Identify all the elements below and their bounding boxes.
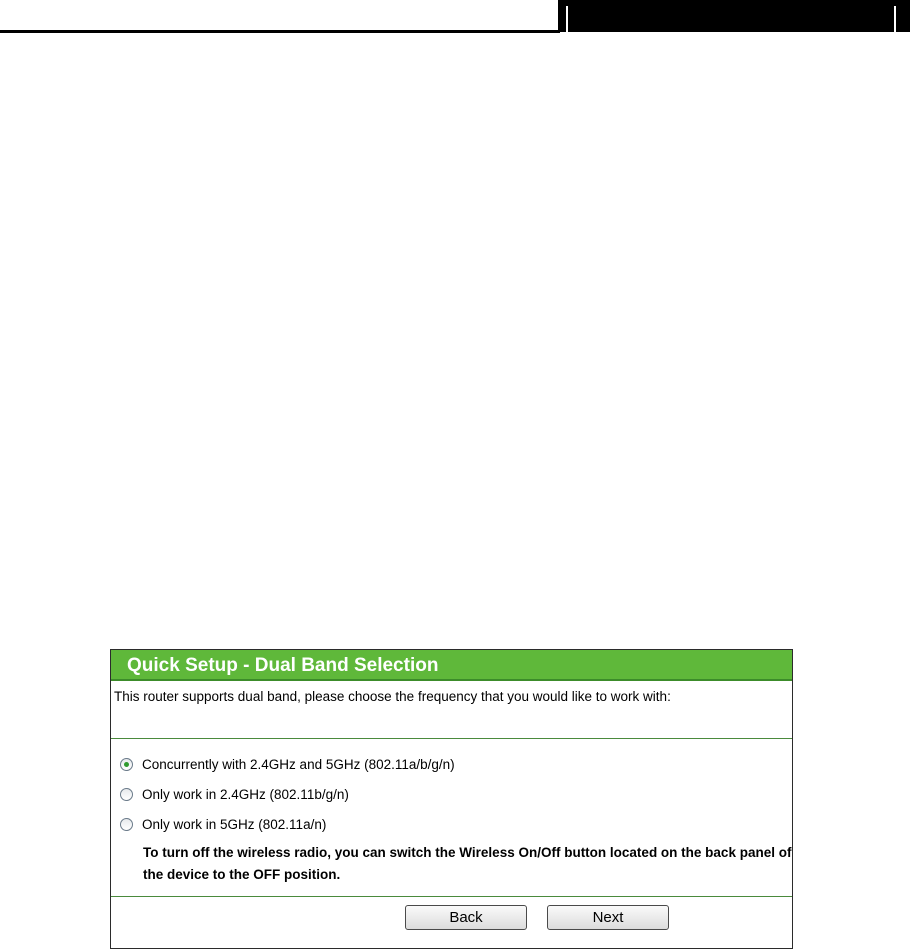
option-5ghz[interactable] — [111, 809, 792, 839]
document-header-box — [558, 0, 910, 32]
radio-concurrent[interactable] — [120, 758, 133, 771]
document-header-rule — [0, 30, 560, 33]
option-concurrent[interactable] — [111, 749, 792, 779]
radio-2-4ghz[interactable] — [120, 788, 133, 801]
band-options — [111, 739, 792, 839]
option-label: Concurrently with 2.4GHz and 5GHz (802.11a/b/g/n) — [142, 756, 455, 772]
dual-band-selection-panel — [110, 649, 793, 949]
radio-5ghz[interactable] — [120, 818, 133, 831]
next-button[interactable]: Next — [547, 905, 669, 930]
option-2-4ghz[interactable] — [111, 779, 792, 809]
intro-text: This router supports dual band, please choose the frequency that you would like to work with: — [111, 681, 792, 739]
option-label: Only work in 5GHz (802.11a/n) — [142, 816, 327, 832]
option-label: Only work in 2.4GHz (802.11b/g/n) — [142, 786, 349, 802]
header-tick — [566, 6, 568, 32]
header-tick — [894, 6, 896, 32]
back-button[interactable]: Back — [405, 905, 527, 930]
panel-title: Quick Setup - Dual Band Selection — [111, 650, 792, 681]
wireless-off-note: To turn off the wireless radio, you can switch the Wireless On/Off button located on the back panel of the device to the OFF position. — [111, 839, 792, 897]
button-row — [111, 897, 792, 937]
